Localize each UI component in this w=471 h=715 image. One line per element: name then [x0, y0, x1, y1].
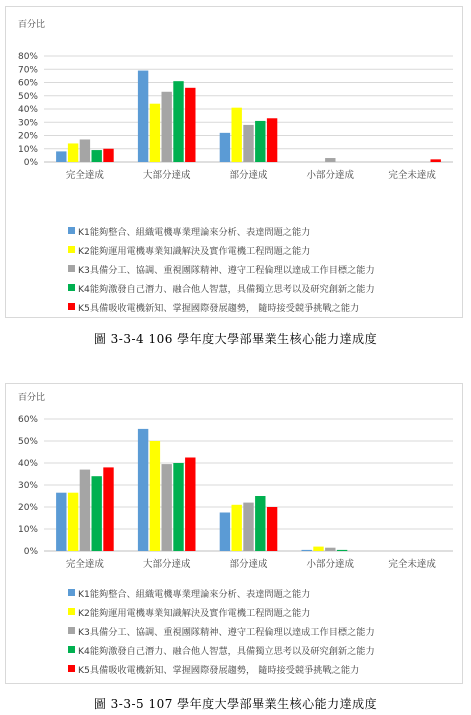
- legend-swatch: [68, 665, 75, 672]
- bar-k3: [243, 125, 253, 162]
- bar-k5: [103, 467, 113, 551]
- legend-label: K2能夠運用電機專業知識解決及實作電機工程問題之能力: [78, 607, 311, 619]
- legend-swatch: [68, 303, 75, 310]
- figure-caption-107: 圖 3-3-5 107 學年度大學部畢業生核心能力達成度: [93, 697, 378, 711]
- category-label: 完全達成: [65, 559, 104, 570]
- y-tick-label: 50%: [17, 437, 38, 447]
- bar-k2: [68, 493, 78, 551]
- category-label: 完全未達成: [388, 170, 436, 181]
- y-tick-label: 10%: [17, 144, 38, 155]
- bar-k3: [80, 139, 90, 162]
- chart-panel-107: [5, 383, 463, 684]
- bar-k5: [185, 88, 195, 162]
- bar-k2: [150, 104, 160, 162]
- bar-k1: [302, 550, 312, 551]
- bar-k1: [220, 133, 230, 162]
- legend-item: [68, 297, 375, 316]
- bar-k4: [337, 550, 347, 551]
- bar-k2: [313, 547, 323, 551]
- legend-item: [68, 278, 375, 297]
- bar-k3: [325, 158, 335, 162]
- legend-label: K2能夠運用電機專業知識解決及實作電機工程問題之能力: [78, 245, 311, 257]
- legend-swatch: [68, 265, 75, 272]
- bar-k5: [267, 507, 277, 551]
- y-tick-label: 70%: [17, 65, 38, 76]
- legend-item: [68, 602, 375, 621]
- legend-label: K5具備吸收電機新知、掌握國際發展趨勢， 隨時接受競爭挑戰之能力: [78, 664, 360, 676]
- legend-item: [68, 659, 375, 678]
- bar-k1: [138, 71, 148, 162]
- bar-k1: [56, 151, 66, 162]
- y-tick-label: 40%: [17, 105, 38, 115]
- bar-k4: [255, 121, 265, 162]
- category-label: 完全未達成: [388, 559, 436, 570]
- legend-label: K1能夠整合、組織電機專業理論來分析、表達問題之能力: [78, 588, 311, 600]
- category-label: 小部分達成: [306, 170, 355, 181]
- y-tick-label: 20%: [17, 131, 38, 142]
- legend-label: K3具備分工、協調、重視團隊精神、遵守工程倫理以達成工作目標之能力: [78, 264, 375, 276]
- y-tick-label: 60%: [17, 415, 38, 425]
- y-tick-label: 30%: [17, 118, 38, 129]
- bar-k2: [150, 441, 160, 551]
- y-tick-label: 80%: [17, 52, 38, 62]
- legend-swatch: [68, 284, 75, 291]
- bar-k4: [173, 463, 183, 551]
- bar-k3: [325, 548, 335, 551]
- y-axis-title: 百分比: [18, 393, 46, 403]
- legend-swatch: [68, 646, 75, 653]
- bar-k3: [162, 92, 172, 162]
- legend-107: [68, 583, 375, 678]
- legend-item: [68, 259, 375, 278]
- category-label: 大部分達成: [142, 170, 191, 181]
- category-label: 小部分達成: [306, 559, 355, 570]
- category-label: 部分達成: [229, 559, 268, 570]
- y-tick-label: 50%: [17, 91, 38, 102]
- bar-k3: [162, 464, 172, 551]
- legend-label: K4能夠激發自己潛力、融合他人智慧，具備獨立思考以及研究創新之能力: [78, 283, 375, 295]
- legend-label: K3具備分工、協調、重視團隊精神、遵守工程倫理以達成工作目標之能力: [78, 626, 375, 638]
- legend-106: [68, 221, 375, 316]
- legend-item: [68, 240, 375, 259]
- bar-k3: [243, 503, 253, 551]
- y-tick-label: 40%: [17, 459, 38, 469]
- figure-caption-106: 圖 3-3-4 106 學年度大學部畢業生核心能力達成度: [93, 332, 378, 346]
- bar-k1: [56, 493, 66, 551]
- bar-k2: [232, 108, 242, 162]
- y-tick-label: 0%: [23, 547, 38, 557]
- y-tick-label: 10%: [17, 525, 38, 535]
- legend-item: [68, 621, 375, 640]
- bar-k4: [92, 150, 102, 162]
- legend-swatch: [68, 227, 75, 234]
- bar-k2: [232, 505, 242, 551]
- y-tick-label: 60%: [17, 78, 38, 89]
- legend-swatch: [68, 246, 75, 253]
- legend-swatch: [68, 627, 75, 634]
- legend-swatch: [68, 608, 75, 615]
- bar-k4: [92, 476, 102, 551]
- legend-label: K1能夠整合、組織電機專業理論來分析、表達問題之能力: [78, 226, 311, 238]
- legend-item: [68, 221, 375, 240]
- bar-k5: [431, 159, 441, 162]
- bar-k5: [185, 458, 195, 552]
- category-label: 部分達成: [229, 170, 268, 181]
- legend-item: [68, 583, 375, 602]
- legend-label: K5具備吸收電機新知、掌握國際發展趨勢， 隨時接受競爭挑戰之能力: [78, 302, 360, 314]
- y-tick-label: 0%: [23, 158, 38, 168]
- bar-k4: [173, 81, 183, 162]
- bar-k1: [220, 513, 230, 552]
- chart-panel-106: [5, 6, 463, 318]
- bar-k5: [103, 149, 113, 162]
- bar-k4: [255, 496, 265, 551]
- bar-k5: [267, 118, 277, 162]
- legend-swatch: [68, 589, 75, 596]
- bar-k3: [80, 470, 90, 551]
- legend-label: K4能夠激發自己潛力、融合他人智慧，具備獨立思考以及研究創新之能力: [78, 645, 375, 657]
- category-label: 完全達成: [65, 170, 104, 181]
- legend-item: [68, 640, 375, 659]
- bar-k2: [68, 143, 78, 162]
- y-tick-label: 30%: [17, 481, 38, 491]
- y-tick-label: 20%: [17, 503, 38, 513]
- y-axis-title: 百分比: [18, 20, 46, 30]
- category-label: 大部分達成: [142, 559, 191, 570]
- bar-k1: [138, 429, 148, 551]
